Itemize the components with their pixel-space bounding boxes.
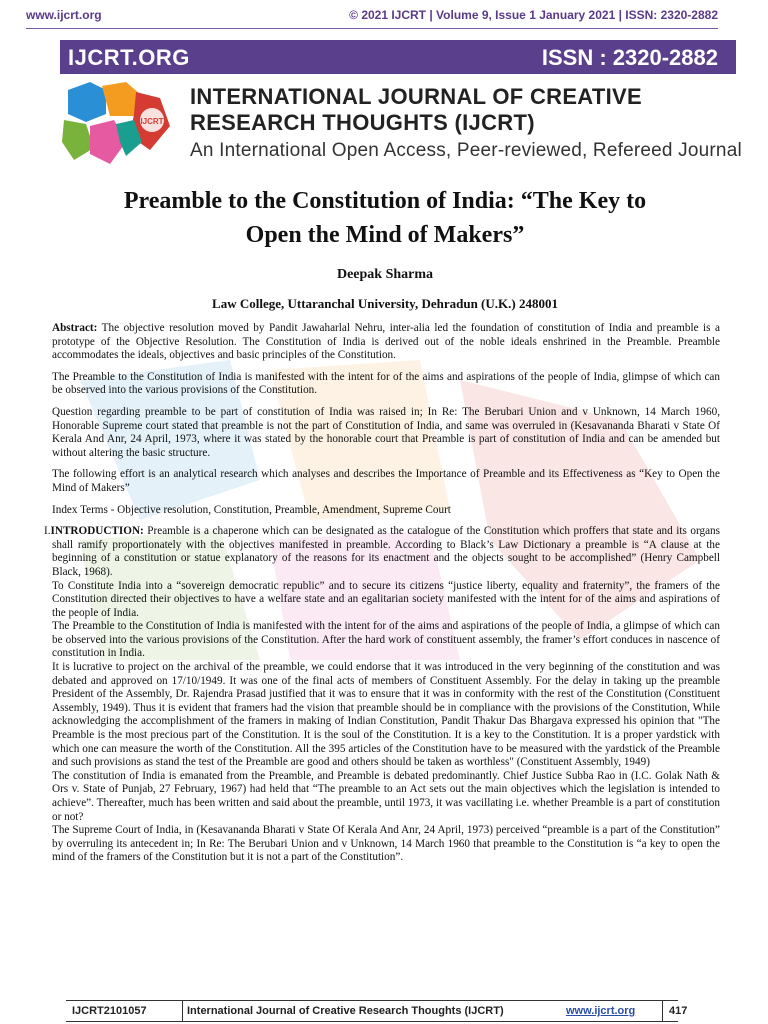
journal-title-line1: INTERNATIONAL JOURNAL OF CREATIVE [190, 84, 642, 109]
abstract-text: The objective resolution moved by Pandit Jawaharlal Nehru, inter-alia led the foundation of constitution of India and preamble is a prototype of the Objective Resolution. The Constitution of India is derived out of the noble ideals enshrined in the Preamble. Preamble accommodates the ideals, objectives and basic principles of the Constitution. [52, 322, 720, 362]
journal-subtitle: An International Open Access, Peer-reviewed, Refereed Journal [190, 140, 742, 161]
paragraph-3: The following effort is an analytical research which analyses and describes the Importance of Preamble and its Effectiveness as “Key to Open the Mind of Makers” [52, 468, 720, 494]
author-affiliation: Law College, Uttaranchal University, Dehradun (U.K.) 248001 [212, 296, 558, 311]
abstract-label: Abstract: [52, 322, 98, 334]
journal-logo [60, 80, 180, 170]
intro-paragraph-4: It is lucrative to project on the archival of the preamble, we could endorse that it was introduced in the very beginning of the constitution and was debated and approved on 17/10/1949. It was one of the final acts of members of Constituent Assembly. For the delay in taking up the preamble President of the Assembly, Dr. Rajendra Prasad justified that it was to ensure that it was in conformity with the rest of the Constitution (Constituent Assembly, 1949). Thus it is evident that framers had the vision that preamble should be in compliance with the provisions of the Constitution, While acknowledging the accomplishment of the framers in making of Indian Constitution, Pandit Thakur Das Bhargava expressed his opinion that "The Preamble is the most precious part of the Constitution. It is the soul of the Constitution. It is a key to the Constitution. It is a proper yardstick with which one can measure the worth of the Constitution. All the 395 articles of the Constitution have to be measured with the yardstick of the Preamble and such provisions as stand the test of the Preamble are good and others should be taken as worthless" (Constituent Assembly, 1949) [52, 661, 720, 769]
paragraph-1: The Preamble to the Constitution of India is manifested with the intent for of the aims and aspirations of the people of India, glimpse of which can be observed into the various provisions of the Constitution. [52, 370, 720, 397]
intro-paragraph-5: The constitution of India is emanated from the Preamble, and Preamble is debated predominantly. Chief Justice Subba Rao in (I.C. Golak Nath & Ors v. State of Punjab, 27 February, 1967) had held that “The preamble to an Act sets out the main objectives which the legislation is intended to achieve”. Thereafter, much has been written and said about the preamble, until 1973, it was vacillating i.e. whether Preamble is a part of constitution or not? [52, 769, 720, 823]
index-terms: Index Terms - Objective resolution, Constitution, Preamble, Amendment, Supreme Court [52, 503, 451, 516]
running-header [26, 6, 718, 29]
introduction-section [44, 525, 720, 865]
footer-journal-name: International Journal of Creative Research Thoughts (IJCRT) [182, 1001, 504, 1021]
article-title-line1: Preamble to the Constitution of India: “The Key to [123, 188, 647, 214]
intro-number: I. [44, 525, 51, 538]
journal-title [190, 84, 735, 136]
journal-banner [60, 40, 736, 74]
intro-paragraph-1 [44, 525, 720, 579]
logo-text: IJCRT [140, 117, 164, 126]
intro-text: Preamble is a chaperone which can be designated as the catalogue of the Constitution which proffers that state and its organs shall ramify proportionately with the objectives manifested in preamble. According to Black’s Law Dictionary a preamble is “A clause at the beginning of a constitution or statue explanatory of the reasons for its enactment and the objects sought to be accomplished” (Henry Campbell Black, 1968). [52, 525, 720, 578]
intro-paragraph-6: The Supreme Court of India, in (Kesavananda Bharati v State Of Kerala And Anr, 24 April, 1973) perceived “preamble is a part of the Constitution” by overruling its antecedent in; In Re: The Berubari Union and v Unknown, 14 March 1960 that preamble to the Constitution is “a key to open the mind of the framers of the Constitution but it is not a part of the Constitution”. [52, 824, 720, 864]
intro-paragraph-2: To Constitute India into a “sovereign democratic republic” and to secure its citizens “justice liberty, equality and fraternity”, the framers of the Constitution directed their objectives to have a welfare state and an egalitarian society manifested with the intent for of the aims and aspirations of the people of India. [52, 579, 720, 619]
banner-site: IJCRT.ORG [68, 45, 190, 70]
intro-heading: INTRODUCTION: [50, 525, 144, 538]
abstract-paragraph [52, 322, 720, 363]
article-title-line2: Open the Mind of Makers” [245, 222, 525, 248]
footer-url-link[interactable]: www.ijcrt.org [566, 1005, 636, 1017]
footer-paper-id: IJCRT2101057 [72, 1005, 147, 1017]
journal-title-line2: RESEARCH THOUGHTS (IJCRT) [190, 110, 535, 135]
header-citation: © 2021 IJCRT | Volume 9, Issue 1 January 2021 | ISSN: 2320-2882 [349, 8, 718, 22]
author-name: Deepak Sharma [336, 267, 434, 282]
article-title [60, 184, 710, 252]
footer-page-number: 417 [662, 1001, 687, 1021]
intro-paragraph-3: The Preamble to the Constitution of India is manifested with the intent for of the aims and aspirations of the people of India, a glimpse of which can be observed into the various provisions of the Constitution. After the hard work of constituent assembly, the framer’s effort conduces in nascence of constitution in India. [52, 620, 720, 660]
banner-issn: ISSN : 2320-2882 [541, 45, 718, 70]
header-website[interactable]: www.ijcrt.org [26, 8, 102, 22]
page-footer [66, 1000, 688, 1022]
paragraph-2: Question regarding preamble to be part of constitution of India was raised in; In Re: The Berubari Union and v Unknown, 14 March 1960, Honorable Supreme court stated that preamble is not the part of Constitution of India, and same was overruled in (Kesavananda Bharati v State Of Kerala And Anr, 24 April, 1973, where it was stated by the honorable court that Preamble is part of constitution of India and can be amended but without altering the basic structure. [52, 405, 720, 459]
article-body [44, 322, 720, 865]
